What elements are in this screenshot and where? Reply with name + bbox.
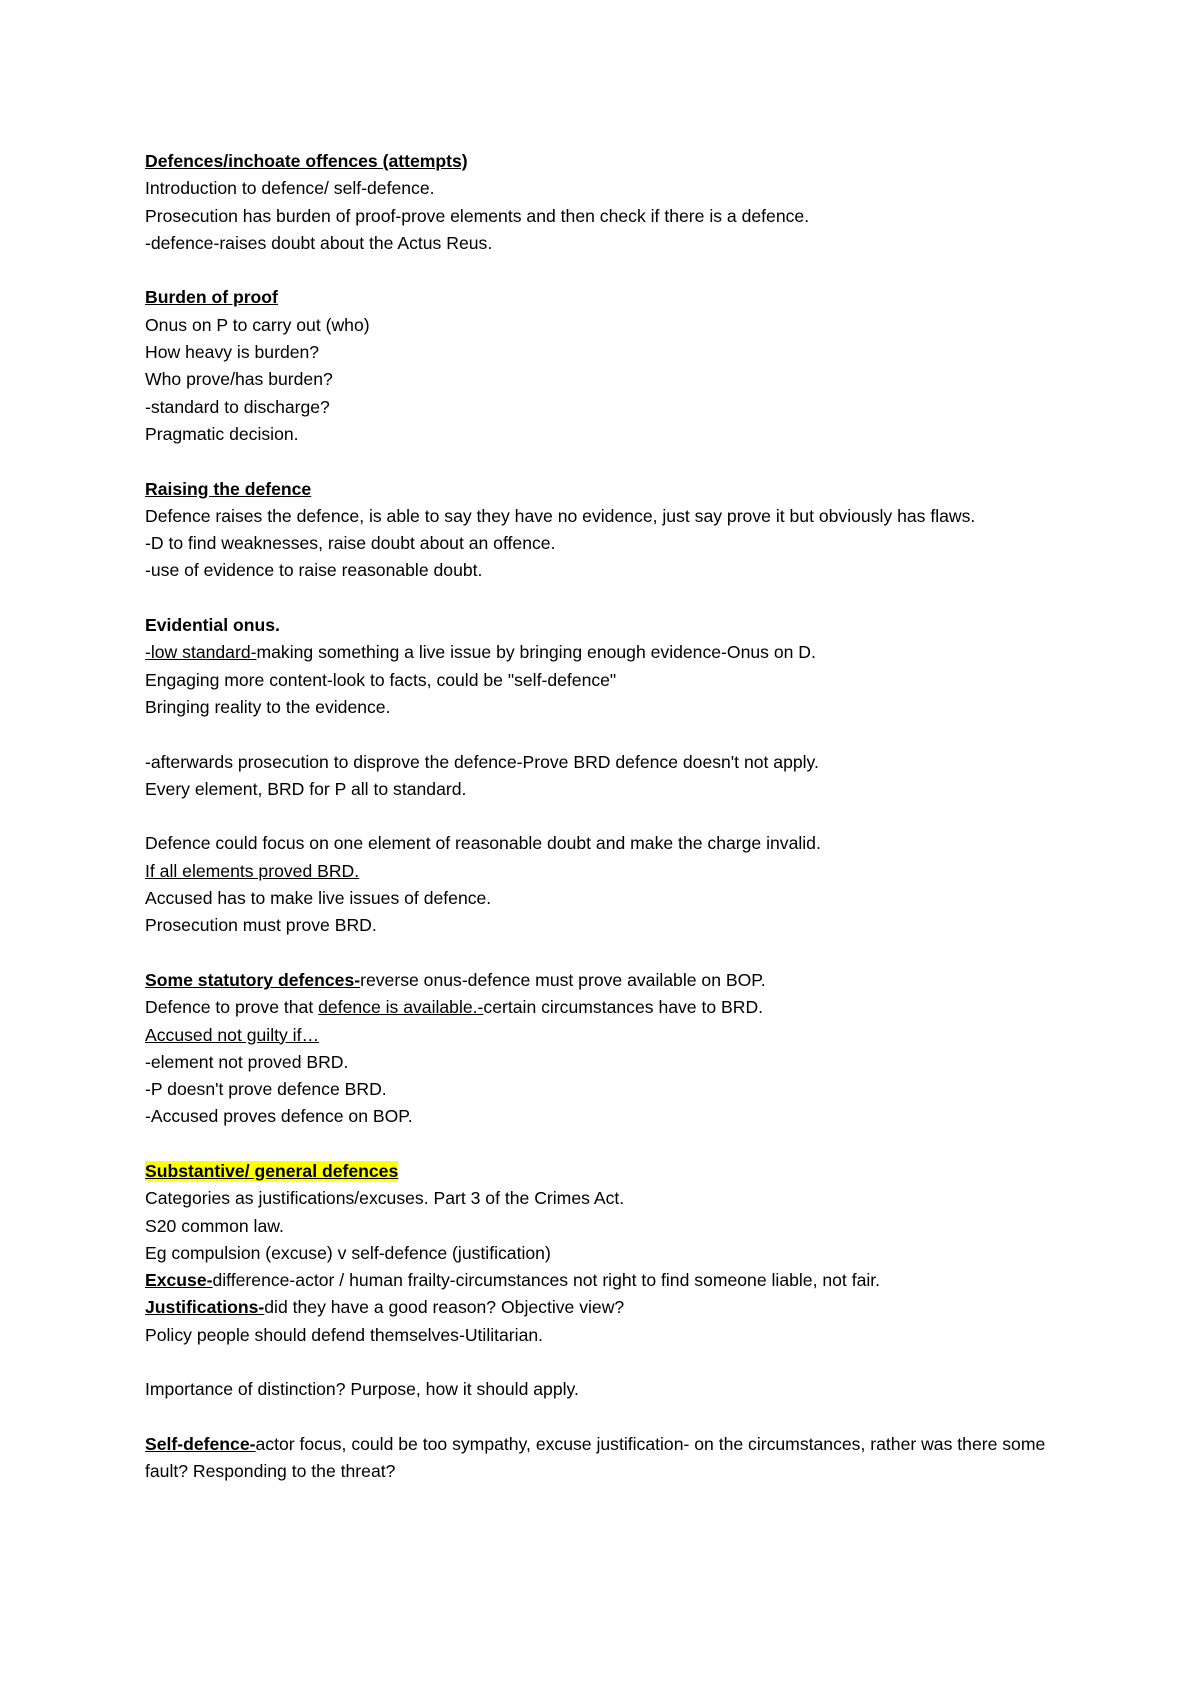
spacer [145,585,1075,612]
statutory-prove-underlined: defence is available.- [318,997,484,1018]
policy-line: Policy people should defend themselves-Utilitarian. [145,1324,544,1345]
raising-line: -D to find weaknesses, raise doubt about an offence. [145,533,556,554]
excuse-label: Excuse- [145,1270,213,1291]
statutory-line: -Accused proves defence on BOP. [145,1106,413,1127]
evidential-line: Engaging more content-look to facts, could be "self-defence" [145,669,617,690]
burden-line: Pragmatic decision. [145,423,299,444]
raising-line: -use of evidence to raise reasonable doubt. [145,560,483,581]
spacer [145,803,1075,830]
spacer [145,940,1075,967]
justifications-text: did they have a good reason? Objective view? [264,1297,625,1318]
importance-line: Importance of distinction? Purpose, how it should apply. [145,1379,579,1400]
excuse-line [145,1267,1075,1294]
self-defence-text: actor focus, could be too sympathy, excuse justification- on the circumstances, rather was there some fault? Responding to the threat? [145,1433,1051,1482]
burden-line: How heavy is burden? [145,342,320,363]
low-standard-label: -low standard- [145,642,257,663]
burden-line: Who prove/has burden? [145,369,333,390]
focus-line: Defence could focus on one element of reasonable doubt and make the charge invalid. [145,833,821,854]
spacer [145,1349,1075,1376]
justifications-line [145,1294,1075,1321]
self-defence-line [145,1431,1075,1486]
justifications-label: Justifications- [145,1297,265,1318]
spacer [145,1131,1075,1158]
statutory-line: -P doesn't prove defence BRD. [145,1079,387,1100]
raising-line: Defence raises the defence, is able to say they have no evidence, just say prove it but obviously has flaws. [145,505,976,526]
section-heading-defences: Defences/inchoate offences (attempts) [145,151,468,171]
section-heading-substantive-defences: Substantive/ general defences [145,1160,399,1181]
burden-line: Onus on P to carry out (who) [145,314,370,335]
if-all-text: If all elements proved BRD. [145,860,360,881]
section-heading-statutory-defences: Some statutory defences- [145,969,361,990]
substantive-line: S20 common law. [145,1215,284,1236]
statutory-prove-prefix: Defence to prove that [145,997,319,1018]
low-standard-text: making something a live issue by bringing enough evidence-Onus on D. [256,642,816,663]
evidential-line: Bringing reality to the evidence. [145,696,391,717]
not-guilty-line [145,1022,1075,1049]
statutory-prove-rest: certain circumstances have to BRD. [483,997,764,1018]
spacer [145,448,1075,475]
substantive-line: Eg compulsion (excuse) v self-defence (justification) [145,1242,551,1263]
self-defence-label: Self-defence- [145,1433,256,1454]
section-heading-burden-of-proof: Burden of proof [145,287,278,308]
after-if-line: Accused has to make live issues of defence. [145,888,492,909]
excuse-text: difference-actor / human frailty-circumstances not right to find someone liable, not fair. [212,1270,881,1291]
not-guilty-text: Accused not guilty if… [145,1024,320,1045]
intro-line: Prosecution has burden of proof-prove elements and then check if there is a defence. [145,205,810,226]
statutory-heading-text: reverse onus-defence must prove available on BOP. [360,969,766,990]
intro-line: -defence-raises doubt about the Actus Reus. [145,232,493,253]
if-all-line [145,858,1075,885]
statutory-heading-line [145,967,1075,994]
intro-line: Introduction to defence/ self-defence. [145,178,435,199]
low-standard-line [145,639,1075,666]
substantive-line: Categories as justifications/excuses. Part 3 of the Crimes Act. [145,1188,625,1209]
after-if-line: Prosecution must prove BRD. [145,915,377,936]
statutory-line: -element not proved BRD. [145,1051,349,1072]
substantive-heading-line [145,1158,1075,1185]
spacer [145,721,1075,748]
spacer [145,257,1075,284]
spacer [145,1404,1075,1431]
statutory-prove-line [145,994,1075,1021]
section-heading-evidential-onus: Evidential onus. [145,615,280,636]
section-heading-raising-the-defence: Raising the defence [145,478,312,499]
burden-line: -standard to discharge? [145,396,330,417]
afterwards-line: Every element, BRD for P all to standard. [145,778,467,799]
afterwards-line: -afterwards prosecution to disprove the defence-Prove BRD defence doesn't not apply. [145,751,819,772]
document-page [145,148,1075,1486]
